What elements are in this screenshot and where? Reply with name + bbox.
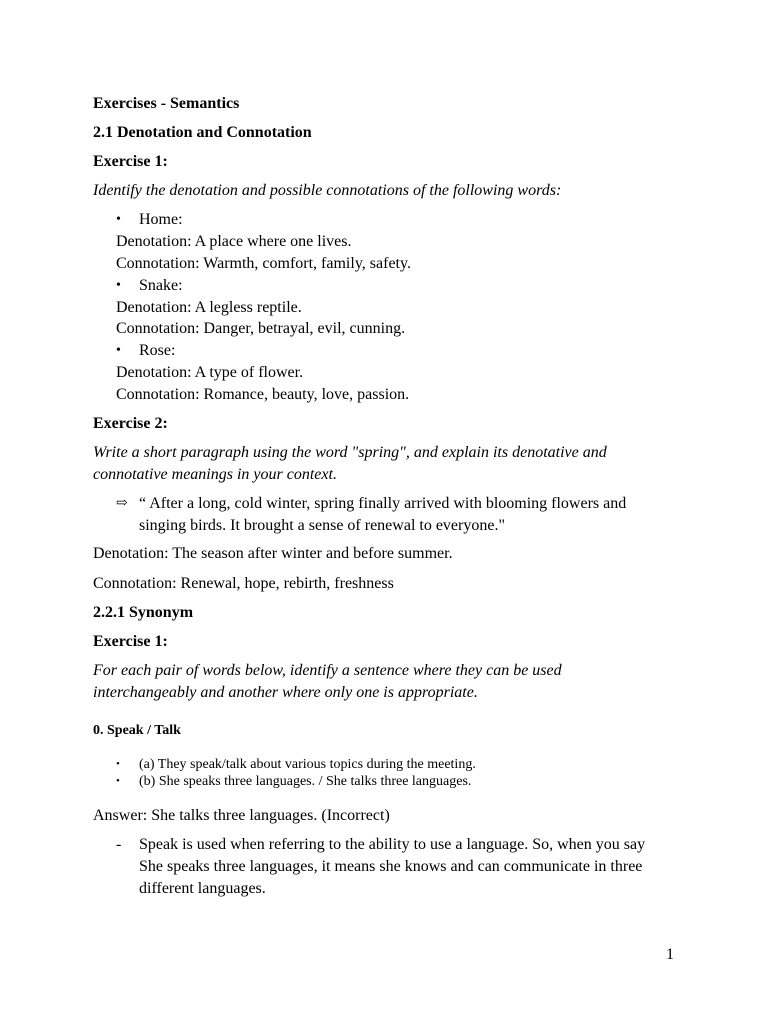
exercise-2-answer-line-2: singing birds. It brought a sense of renewal to everyone.": [139, 517, 505, 534]
explanation-line-1: Speak is used when referring to the ability to use a language. So, when you say: [139, 836, 646, 853]
word-home: Home:: [139, 211, 183, 228]
word-rose: Rose:: [139, 342, 176, 359]
exercise-2-heading: Exercise 2:: [93, 415, 168, 432]
bullet-icon: •: [116, 758, 120, 770]
synonym-exercise-1-heading: Exercise 1:: [93, 633, 168, 650]
spring-connotation: Connotation: Renewal, hope, rebirth, freshness: [93, 575, 394, 592]
page-number: 1: [666, 946, 674, 963]
pair-heading: 0. Speak / Talk: [93, 723, 181, 738]
denotation-rose: Denotation: A type of flower.: [116, 364, 304, 381]
dash-bullet: -: [116, 836, 122, 853]
section-heading-denotation: 2.1 Denotation and Connotation: [93, 124, 312, 141]
explanation-line-3: different languages.: [139, 880, 266, 897]
synonym-instruction-line-2: interchangeably and another where only one is appropriate.: [93, 684, 478, 701]
option-b: (b) She speaks three languages. / She talks three languages.: [139, 774, 472, 789]
document-title: Exercises - Semantics: [93, 95, 240, 112]
denotation-snake: Denotation: A legless reptile.: [116, 299, 302, 316]
bullet-icon: •: [116, 775, 120, 787]
answer-text: Answer: She talks three languages. (Incorrect): [93, 807, 390, 824]
arrow-right-icon: ⇨: [116, 496, 128, 511]
exercise-1-instruction: Identify the denotation and possible connotations of the following words:: [93, 182, 562, 199]
exercise-1-heading: Exercise 1:: [93, 153, 168, 170]
synonym-instruction-line-1: For each pair of words below, identify a sentence where they can be used: [93, 662, 562, 679]
exercise-2-instruction-line-2: connotative meanings in your context.: [93, 466, 337, 483]
option-a: (a) They speak/talk about various topics during the meeting.: [139, 757, 476, 772]
exercise-2-instruction-line-1: Write a short paragraph using the word "spring", and explain its denotative and: [93, 444, 607, 461]
connotation-rose: Connotation: Romance, beauty, love, passion.: [116, 386, 410, 403]
exercise-2-answer-line-1: “ After a long, cold winter, spring finally arrived with blooming flowers and: [139, 495, 627, 512]
explanation-line-2: She speaks three languages, it means she knows and can communicate in three: [139, 858, 643, 875]
bullet-icon: •: [116, 212, 121, 227]
bullet-icon: •: [116, 343, 121, 358]
denotation-home: Denotation: A place where one lives.: [116, 233, 352, 250]
word-snake: Snake:: [139, 277, 183, 294]
bullet-icon: •: [116, 278, 121, 293]
connotation-home: Connotation: Warmth, comfort, family, safety.: [116, 255, 411, 272]
section-heading-synonym: 2.2.1 Synonym: [93, 604, 194, 621]
spring-denotation: Denotation: The season after winter and before summer.: [93, 545, 453, 562]
connotation-snake: Connotation: Danger, betrayal, evil, cunning.: [116, 320, 406, 337]
